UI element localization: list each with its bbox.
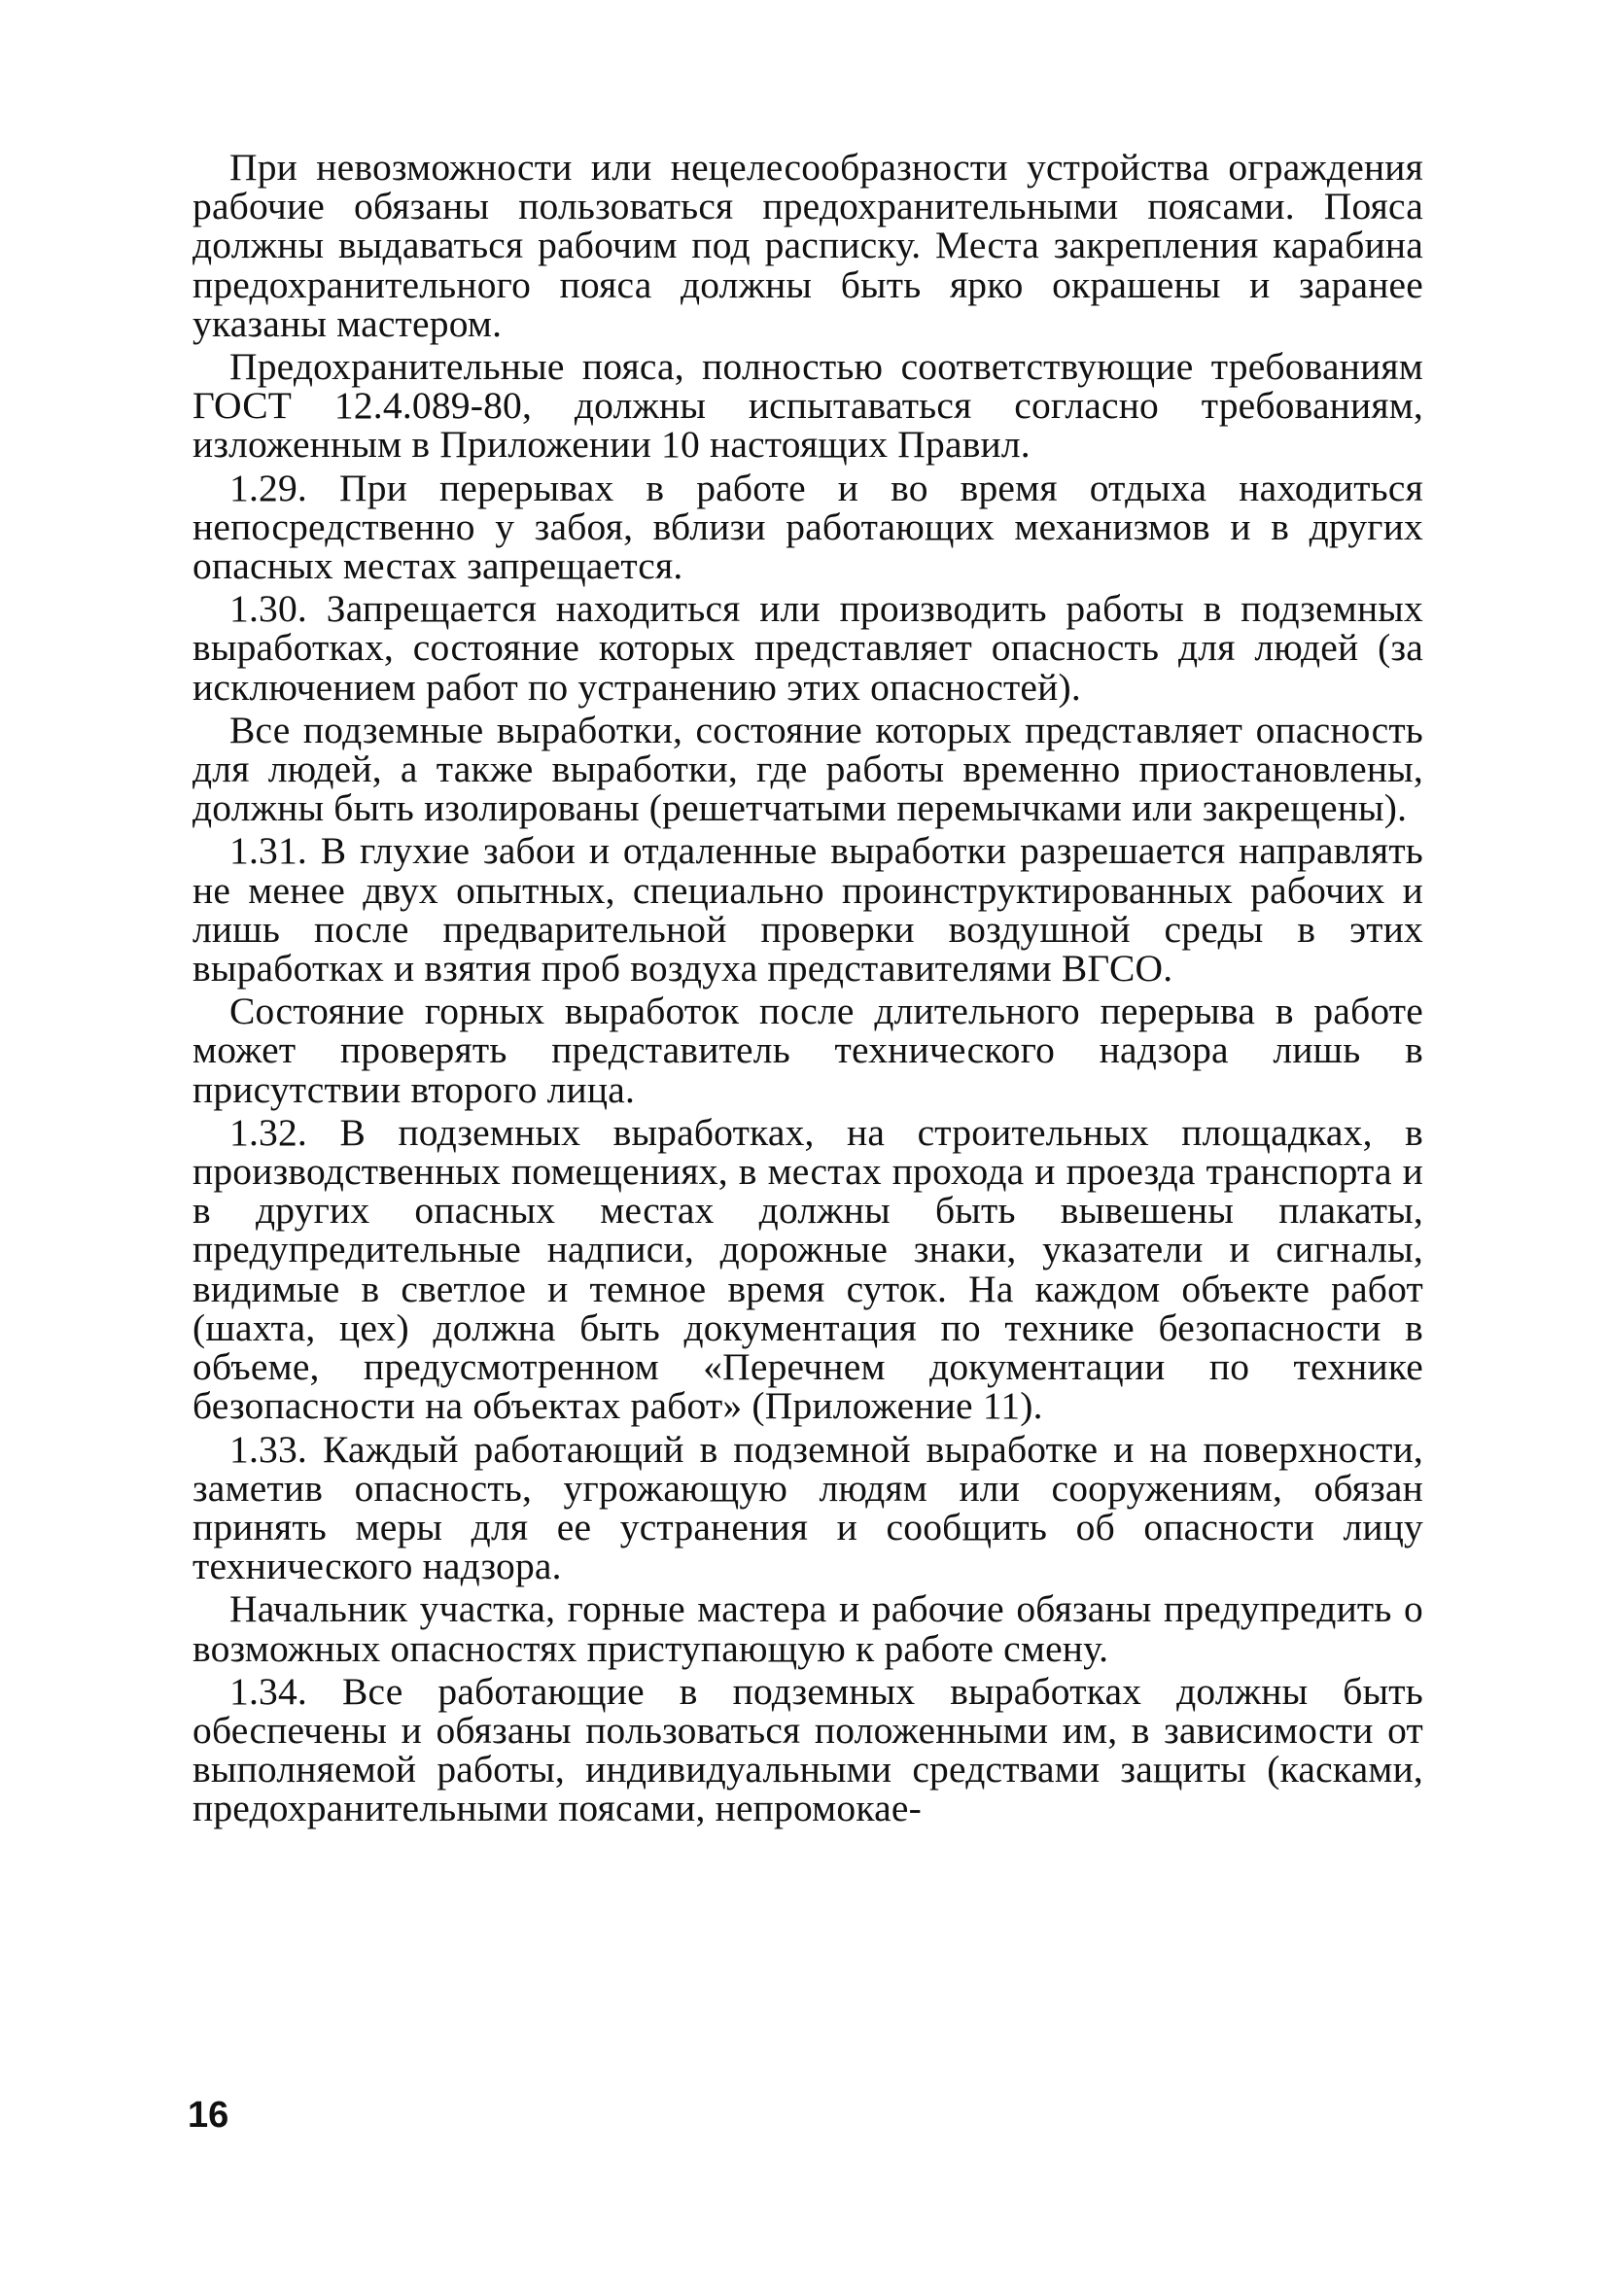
paragraph-1: При невозможности или нецелесообразности устройства ограждения рабочие обязаны пользоваться предохранительными поясами. Пояса должны выдаваться рабочим под расписку. Места закрепления карабина предохранительного пояса должны быть ярко окрашены и заранее указаны мастером.: [192, 146, 1423, 345]
paragraph-7: Состояние горных выработок после длительного перерыва в работе может проверять представитель технического надзора лишь в присутствии второго лица.: [192, 990, 1423, 1111]
paragraph-1-34: 1.34. Все работающие в подземных выработках должны быть обеспечены и обязаны пользоваться положенными им, в зависимости от выполняемой работы, индивидуальными средствами защиты (касками, предохранительными поясами, непромокае-: [192, 1669, 1423, 1830]
paragraph-1-30: 1.30. Запрещается находиться или производить работы в подземных выработках, состояние которых представляет опасность для людей (за исключением работ по устранению этих опасностей).: [192, 587, 1423, 709]
paragraph-1-31: 1.31. В глухие забои и отдаленные выработки разрешается направлять не менее двух опытных, специально проинструктированных рабочих и лишь после предварительной проверки воздушной среды в этих выработках и взятия проб воздуха представителями ВГСО.: [192, 829, 1423, 991]
body-text: [192, 148, 1423, 1828]
paragraph-10: Начальник участка, горные мастера и рабочие обязаны предупредить о возможных опасностях приступающую к работе смену.: [192, 1587, 1423, 1670]
paragraph-1-33: 1.33. Каждый работающий в подземной выработке и на поверхности, заметив опасность, угрожающую людям или сооружениям, обязан принять меры для ее устранения и сообщить об опасности лицу технического надзора.: [192, 1427, 1423, 1588]
paragraph-2: Предохранительные пояса, полностью соответствующие требованиям ГОСТ 12.4.089-80, должны испытаваться согласно требованиям, изложенным в Приложении 10 настоящих Правил.: [192, 345, 1423, 467]
paragraph-1-32: 1.32. В подземных выработках, на строительных площадках, в производственных помещениях, в местах прохода и проезда транспорта и в других опасных местах должны быть вывешены плакаты, предупредительные надписи, дорожные знаки, указатели и сигналы, видимые в светлое и темное время суток. На каждом объекте работ (шахта, цех) должна быть документация по технике безопасности в объеме, предусмотренном «Перечнем документации по технике безопасности на объектах работ» (Приложение 11).: [192, 1110, 1423, 1428]
paragraph-1-29: 1.29. При перерывах в работе и во время отдыха находиться непосредственно у забоя, вблизи работающих механизмов и в других опасных местах запрещается.: [192, 466, 1423, 588]
paragraph-5: Все подземные выработки, состояние которых представляет опасность для людей, а также выработки, где работы временно приостановлены, должны быть изолированы (решетчатыми перемычками или закрещены).: [192, 708, 1423, 830]
page-number: 16: [188, 2095, 229, 2136]
